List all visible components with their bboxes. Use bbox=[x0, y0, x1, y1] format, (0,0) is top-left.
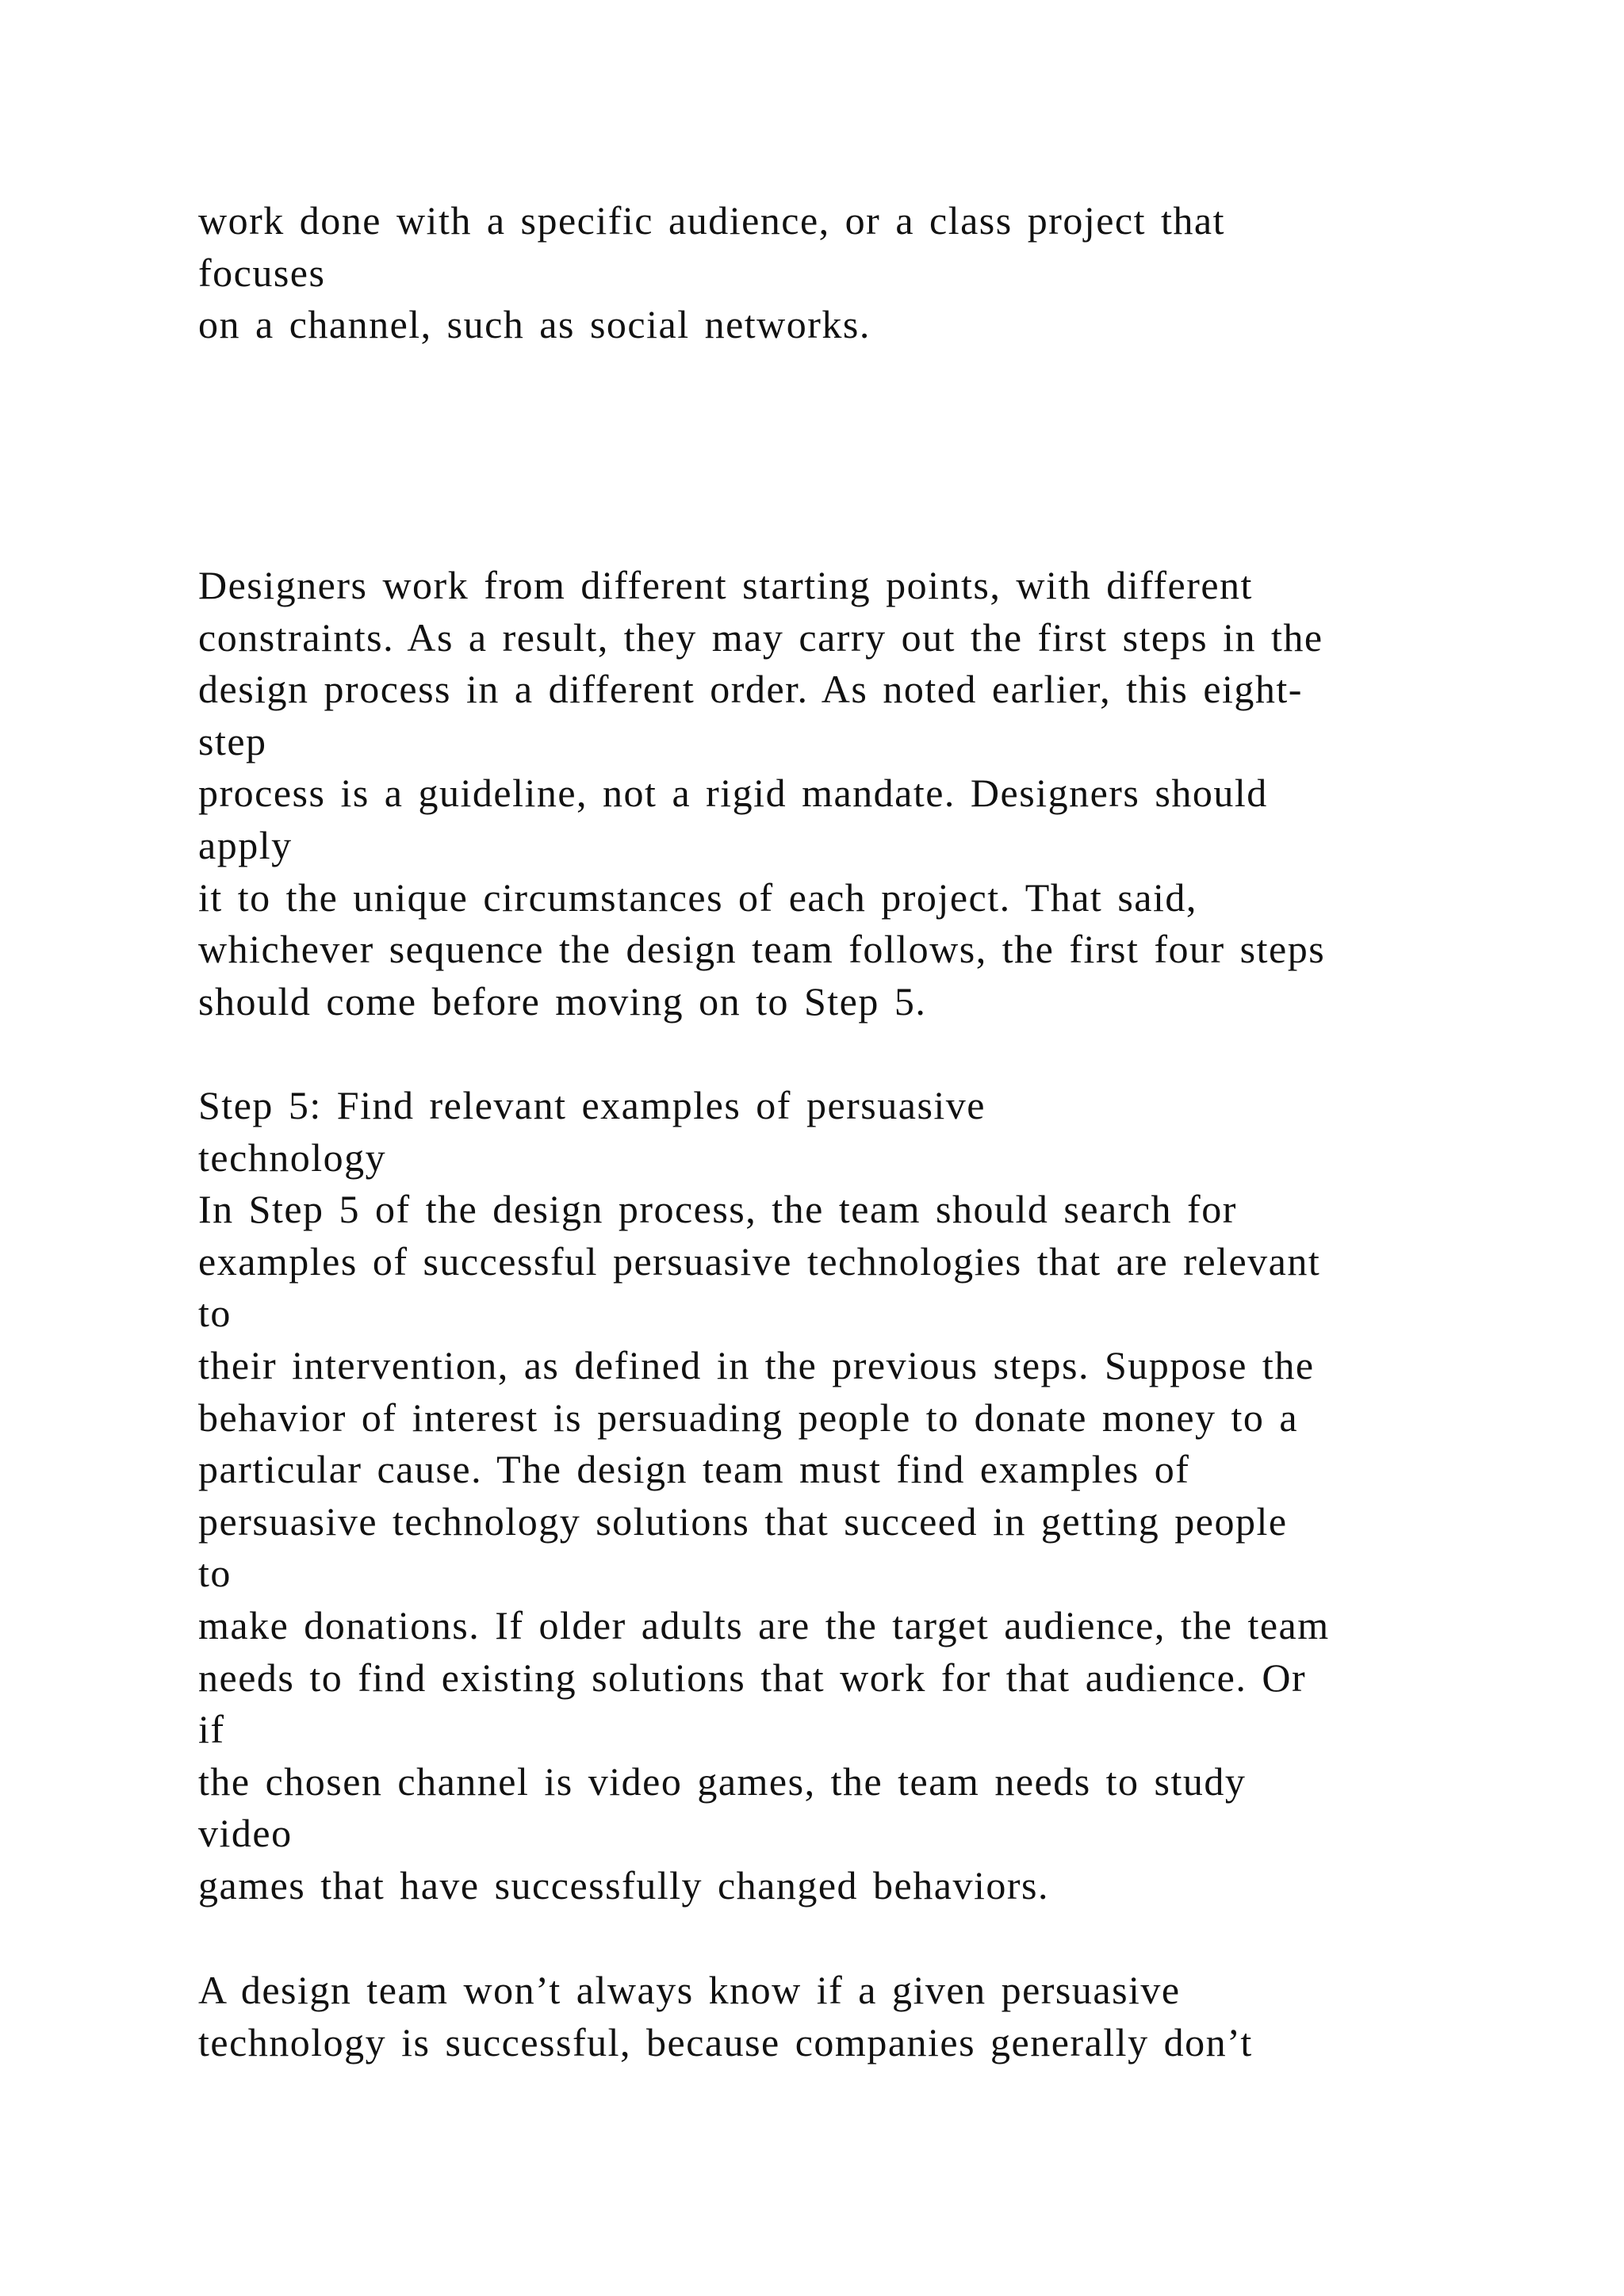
text-line: it to the unique circumstances of each project. That said, bbox=[198, 874, 1197, 920]
text-line: if bbox=[198, 1707, 225, 1752]
text-line: games that have successfully changed behaviors. bbox=[198, 1862, 1049, 1908]
text-line: to bbox=[198, 1291, 232, 1336]
text-line: to bbox=[198, 1551, 232, 1596]
text-line: needs to find existing solutions that work for that audience. Or bbox=[198, 1655, 1307, 1700]
paragraph-2 bbox=[198, 560, 1515, 1027]
text-line: A design team won’t always know if a given persuasive bbox=[198, 1968, 1181, 2012]
text-line: whichever sequence the design team follows, the first four steps bbox=[198, 927, 1326, 972]
text-line: process is a guideline, not a rigid mandate. Designers should bbox=[198, 771, 1268, 816]
paragraph-1 bbox=[198, 195, 1515, 351]
text-line: apply bbox=[198, 822, 293, 867]
text-line: examples of successful persuasive technologies that are relevant bbox=[198, 1238, 1321, 1284]
text-line: their intervention, as defined in the previous steps. Suppose the bbox=[198, 1342, 1315, 1387]
text-line: step bbox=[198, 718, 267, 763]
text-line: design process in a different order. As noted earlier, this eight- bbox=[198, 667, 1303, 712]
text-line: Designers work from different starting points, with different bbox=[198, 563, 1253, 607]
section-heading-line: Step 5: Find relevant examples of persuasive bbox=[198, 1083, 986, 1127]
text-line: behavior of interest is persuading people to donate money to a bbox=[198, 1395, 1299, 1440]
text-line: on a channel, such as social networks. bbox=[198, 302, 871, 347]
paragraph-3 bbox=[198, 1080, 1515, 1912]
text-line: technology is successful, because companies generally don’t bbox=[198, 2019, 1253, 2064]
text-line: video bbox=[198, 1811, 293, 1856]
section-heading-line: technology bbox=[198, 1135, 387, 1180]
text-line: persuasive technology solutions that succeed in getting people bbox=[198, 1498, 1288, 1544]
text-line: In Step 5 of the design process, the team should search for bbox=[198, 1187, 1237, 1232]
paragraph-4 bbox=[198, 1965, 1515, 2068]
text-line: the chosen channel is video games, the team needs to study bbox=[198, 1758, 1247, 1804]
text-line: focuses bbox=[198, 250, 326, 295]
text-line: make donations. If older adults are the target audience, the team bbox=[198, 1602, 1330, 1647]
text-line: work done with a specific audience, or a class project that bbox=[198, 198, 1225, 243]
text-line: constraints. As a result, they may carry out the first steps in the bbox=[198, 614, 1323, 660]
text-line: should come before moving on to Step 5. bbox=[198, 978, 927, 1024]
text-line: particular cause. The design team must find examples of bbox=[198, 1447, 1190, 1492]
